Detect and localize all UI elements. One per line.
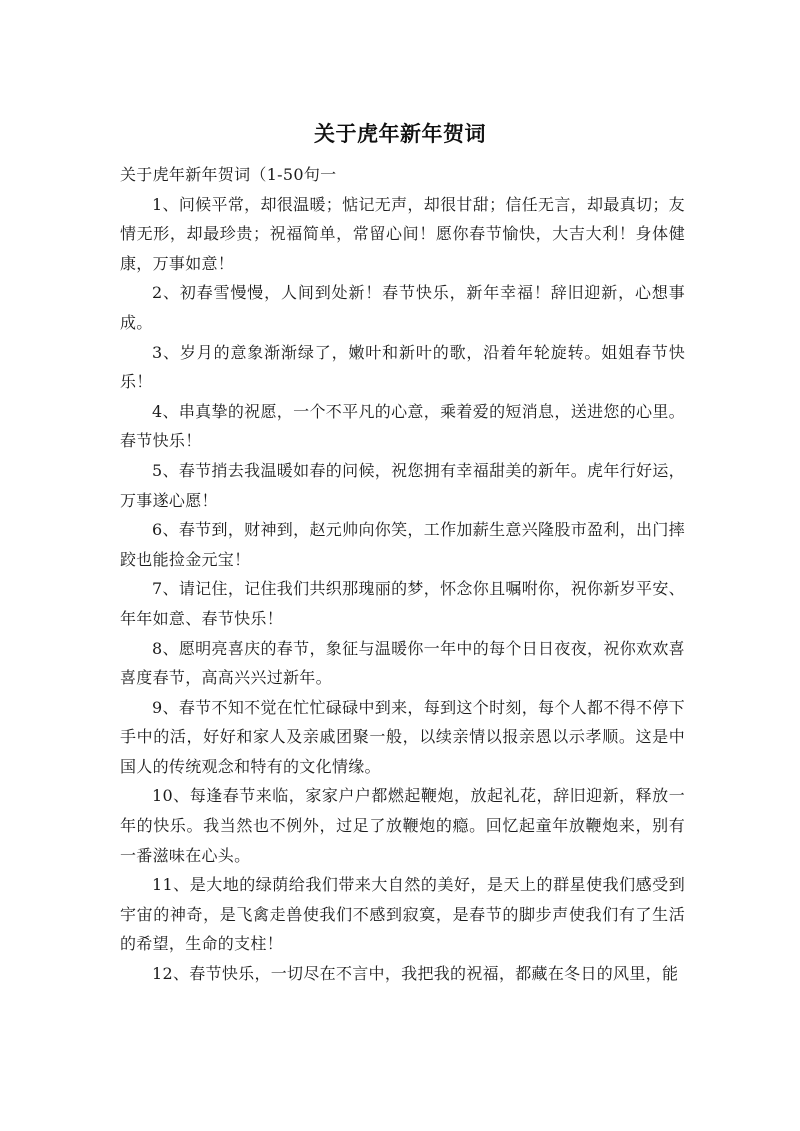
document-body (120, 160, 685, 989)
paragraph-10: 10、每逢春节来临，家家户户都燃起鞭炮，放起礼花，辞旧迎新，释放一年的快乐。我当然也不例外，过足了放鞭炮的瘾。回忆起童年放鞭炮来，别有一番滋味在心头。 (120, 786, 685, 865)
document-title: 关于虎年新年贺词 (314, 122, 486, 146)
paragraph-6: 6、春节到，财神到，赵元帅向你笑，工作加薪生意兴隆股市盈利，出门摔跤也能捡金元宝！ (120, 520, 685, 569)
paragraph-2: 2、初春雪慢慢，人间到处新！春节快乐，新年幸福！辞旧迎新，心想事成。 (120, 283, 685, 332)
paragraph-11: 11、是大地的绿荫给我们带来大自然的美好，是天上的群星使我们感受到宇宙的神奇，是飞禽走兽使我们不感到寂寞，是春节的脚步声使我们有了生活的希望，生命的支柱！ (120, 875, 685, 954)
paragraph-1: 1、问候平常，却很温暖；惦记无声，却很甘甜；信任无言，却最真切；友情无形，却最珍贵；祝福简单，常留心间！愿你春节愉快，大吉大利！身体健康，万事如意！ (120, 194, 685, 273)
paragraph-7: 7、请记住，记住我们共织那瑰丽的梦，怀念你且嘱咐你，祝你新岁平安、年年如意、春节快乐！ (120, 579, 685, 628)
paragraph-5: 5、春节捎去我温暖如春的问候，祝您拥有幸福甜美的新年。虎年行好运，万事遂心愿！ (120, 460, 685, 510)
paragraph-9: 9、春节不知不觉在忙忙碌碌中到来，每到这个时刻，每个人都不得不停下手中的活，好好和家人及亲戚团聚一般，以续亲情以报亲恩以示孝顺。这是中国人的传统观念和特有的文化情缘。 (120, 697, 685, 776)
paragraph-8: 8、愿明亮喜庆的春节，象征与温暖你一年中的每个日日夜夜，祝你欢欢喜喜度春节，高高兴兴过新年。 (120, 638, 685, 688)
paragraph-3: 3、岁月的意象渐渐绿了，嫩叶和新叶的歌，沿着年轮旋转。姐姐春节快乐！ (120, 342, 685, 392)
paragraph-4: 4、串真挚的祝愿，一个不平凡的心意，乘着爱的短消息，送进您的心里。春节快乐！ (120, 401, 685, 451)
document-subtitle: 关于虎年新年贺词（1-50句一 (120, 165, 337, 184)
paragraph-12: 12、春节快乐，一切尽在不言中，我把我的祝福，都藏在冬日的风里，能 (152, 964, 679, 984)
